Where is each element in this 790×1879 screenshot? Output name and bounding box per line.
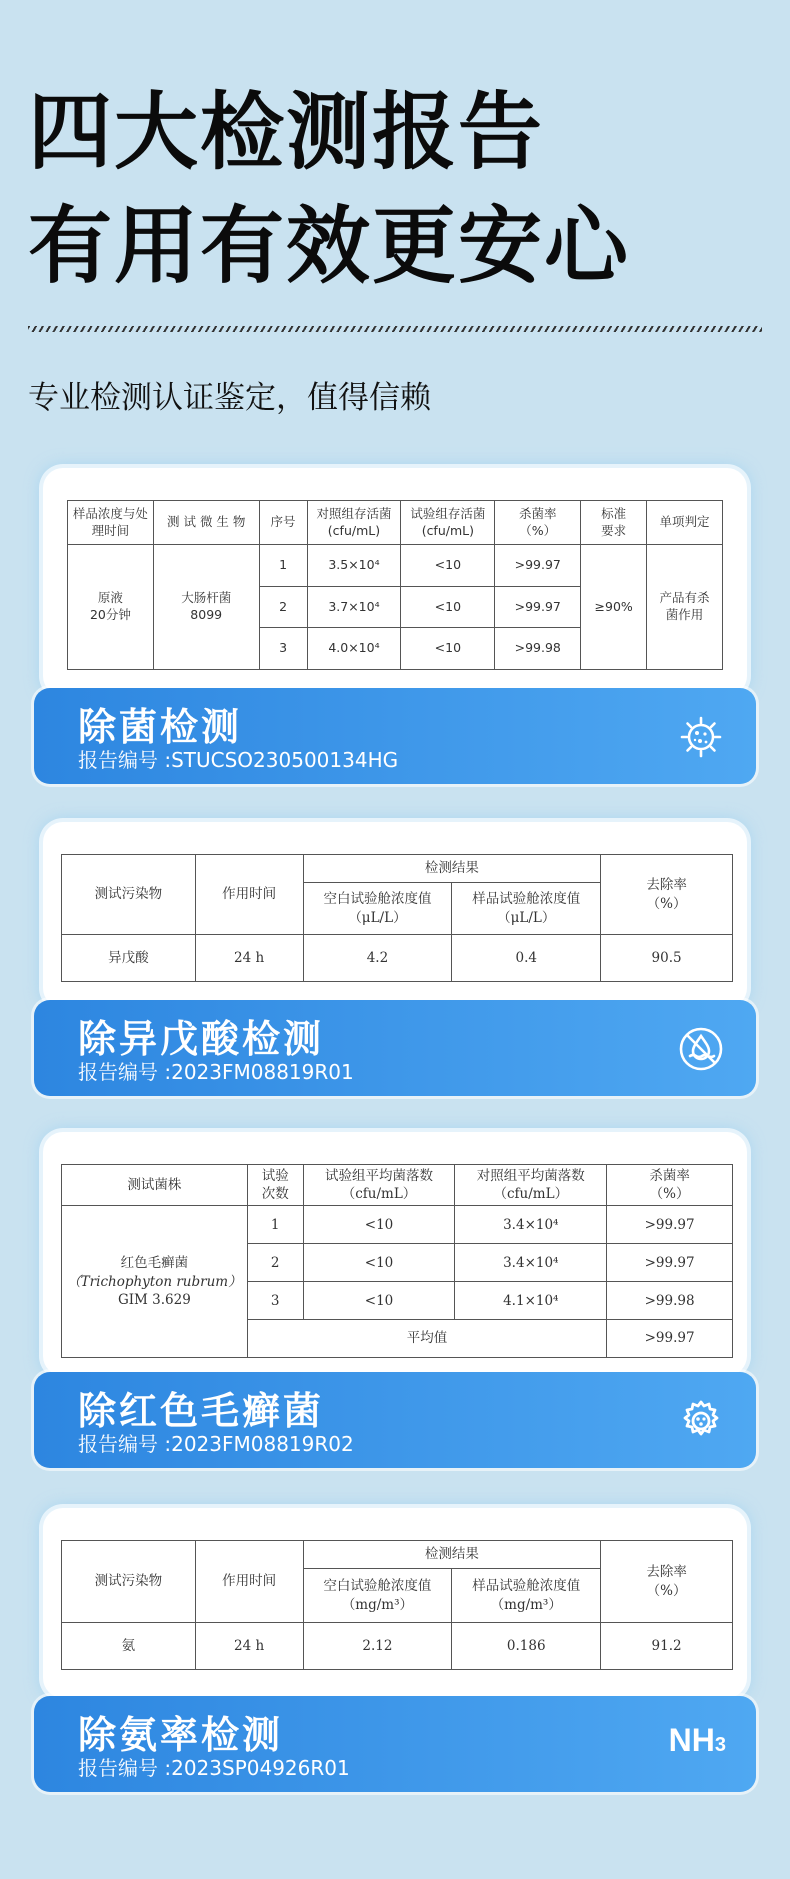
- page-subtitle: 专业检测认证鉴定，值得信赖: [28, 380, 431, 416]
- report-code: 报告编号 :STUCSO230500134HG: [78, 748, 399, 772]
- table-cell: 3.7×10⁴: [307, 586, 401, 628]
- table-cell: >99.97: [495, 586, 581, 628]
- table-cell: <10: [401, 545, 495, 587]
- table-cell: 0.186: [452, 1623, 601, 1670]
- table-cell: 24 h: [195, 1623, 303, 1670]
- report-card-isovaleric-acid: [43, 822, 747, 1008]
- header-cell: 作用时间: [195, 1541, 303, 1623]
- average-value-cell: >99.97: [607, 1320, 733, 1358]
- section-banner-sterilization: [34, 688, 756, 784]
- sterilization-table: [67, 500, 723, 670]
- table-cell: 4.0×10⁴: [307, 628, 401, 670]
- section-banner-ammonia: [34, 1696, 756, 1792]
- table-cell: >99.98: [607, 1282, 733, 1320]
- isovaleric-acid-table: [61, 854, 733, 982]
- header-cell: 作用时间: [195, 855, 303, 935]
- section-banner-trichophyton: [34, 1372, 756, 1468]
- table-cell: <10: [303, 1244, 455, 1282]
- nh3-label: [669, 1722, 726, 1759]
- report-code: 报告编号 :2023FM08819R02: [78, 1432, 354, 1456]
- table-cell: 2: [247, 1244, 303, 1282]
- header-cell: 对照组存活菌 (cfu/mL): [307, 501, 401, 545]
- header-cell: 试验组存活菌 (cfu/mL): [401, 501, 495, 545]
- header-cell: 检测结果: [303, 1541, 601, 1569]
- table-cell: >99.97: [495, 545, 581, 587]
- header-cell: 杀菌率 （%）: [495, 501, 581, 545]
- section-title: 除菌检测: [78, 705, 243, 749]
- table-cell: 3: [259, 628, 307, 670]
- page-title-line-2: 有用有效更安心: [28, 197, 631, 295]
- sample-cell: 原液 20分钟: [68, 545, 154, 670]
- header-cell: 试验 次数: [247, 1165, 303, 1206]
- header-cell: 试验组平均菌落数 （cfu/mL）: [303, 1165, 455, 1206]
- table-cell: 异戊酸: [62, 935, 196, 982]
- table-cell: >99.98: [495, 628, 581, 670]
- table-cell: 4.1×10⁴: [455, 1282, 607, 1320]
- report-card-trichophyton: [43, 1132, 747, 1376]
- header-cell: 测 试 微 生 物: [153, 501, 259, 545]
- table-cell: 3: [247, 1282, 303, 1320]
- header-cell: 序号: [259, 501, 307, 545]
- page-title-line-1: 四大检测报告: [28, 83, 545, 181]
- header-cell: 测试污染物: [62, 1541, 196, 1623]
- header-cell: 空白试验舱浓度值 （mg/m³）: [303, 1569, 452, 1623]
- table-cell: >99.97: [607, 1244, 733, 1282]
- table-cell: 3.4×10⁴: [455, 1206, 607, 1244]
- section-banner-isovaleric-acid: [34, 1000, 756, 1096]
- verdict-cell: 产品有杀 菌作用: [647, 545, 723, 670]
- table-cell: 91.2: [601, 1623, 733, 1670]
- ammonia-table: [61, 1540, 733, 1670]
- dashed-divider: [28, 326, 762, 332]
- table-cell: 24 h: [195, 935, 303, 982]
- header-cell: 杀菌率 （%）: [607, 1165, 733, 1206]
- header-cell: 标准 要求: [581, 501, 647, 545]
- nh3-label-main: NH: [668, 1722, 715, 1758]
- report-code: 报告编号 :2023SP04926R01: [78, 1756, 350, 1780]
- header-cell: 测试污染物: [62, 855, 196, 935]
- table-cell: >99.97: [607, 1206, 733, 1244]
- report-code: 报告编号 :2023FM08819R01: [78, 1060, 354, 1084]
- header-cell: 测试菌株: [62, 1165, 248, 1206]
- table-cell: 2: [259, 586, 307, 628]
- table-cell: 1: [247, 1206, 303, 1244]
- report-card-sterilization: [43, 468, 747, 696]
- header-cell: 检测结果: [303, 855, 601, 883]
- header-cell: 空白试验舱浓度值 （μL/L）: [303, 883, 452, 935]
- table-cell: 氨: [62, 1623, 196, 1670]
- table-cell: <10: [303, 1282, 455, 1320]
- section-title: 除氨率检测: [78, 1713, 284, 1757]
- table-cell: 3.5×10⁴: [307, 545, 401, 587]
- nh3-label-sub: 3: [714, 1734, 726, 1756]
- report-card-ammonia: [43, 1508, 747, 1698]
- table-cell: 3.4×10⁴: [455, 1244, 607, 1282]
- header-cell: 去除率 （%）: [601, 1541, 733, 1623]
- header-cell: 去除率 （%）: [601, 855, 733, 935]
- header-cell: 样品浓度与处理时间: [68, 501, 154, 545]
- header-cell: 样品试验舱浓度值 （mg/m³）: [452, 1569, 601, 1623]
- strain-latin: （Trichophyton rubrum）: [67, 1273, 242, 1290]
- trichophyton-table: [61, 1164, 733, 1358]
- table-cell: <10: [303, 1206, 455, 1244]
- table-cell: 1: [259, 545, 307, 587]
- strain-code: GIM 3.629: [117, 1291, 191, 1308]
- strain-cell: [62, 1206, 248, 1358]
- table-cell: 0.4: [452, 935, 601, 982]
- microbe-cell: 大肠杆菌 8099: [153, 545, 259, 670]
- standard-cell: ≥90%: [581, 545, 647, 670]
- table-cell: 4.2: [303, 935, 452, 982]
- bacteria-icon: [678, 714, 724, 760]
- section-title: 除异戊酸检测: [78, 1017, 325, 1061]
- table-cell: <10: [401, 586, 495, 628]
- table-cell: 90.5: [601, 935, 733, 982]
- section-title: 除红色毛癣菌: [78, 1389, 325, 1433]
- header-cell: 对照组平均菌落数 （cfu/mL）: [455, 1165, 607, 1206]
- strain-name: 红色毛癣菌: [120, 1255, 189, 1272]
- average-label-cell: 平均值: [247, 1320, 606, 1358]
- header-cell: 样品试验舱浓度值 （μL/L）: [452, 883, 601, 935]
- water-drop-icon: [678, 1026, 724, 1072]
- fungus-icon: [678, 1398, 724, 1444]
- header-cell: 单项判定: [647, 501, 723, 545]
- table-cell: 2.12: [303, 1623, 452, 1670]
- table-cell: <10: [401, 628, 495, 670]
